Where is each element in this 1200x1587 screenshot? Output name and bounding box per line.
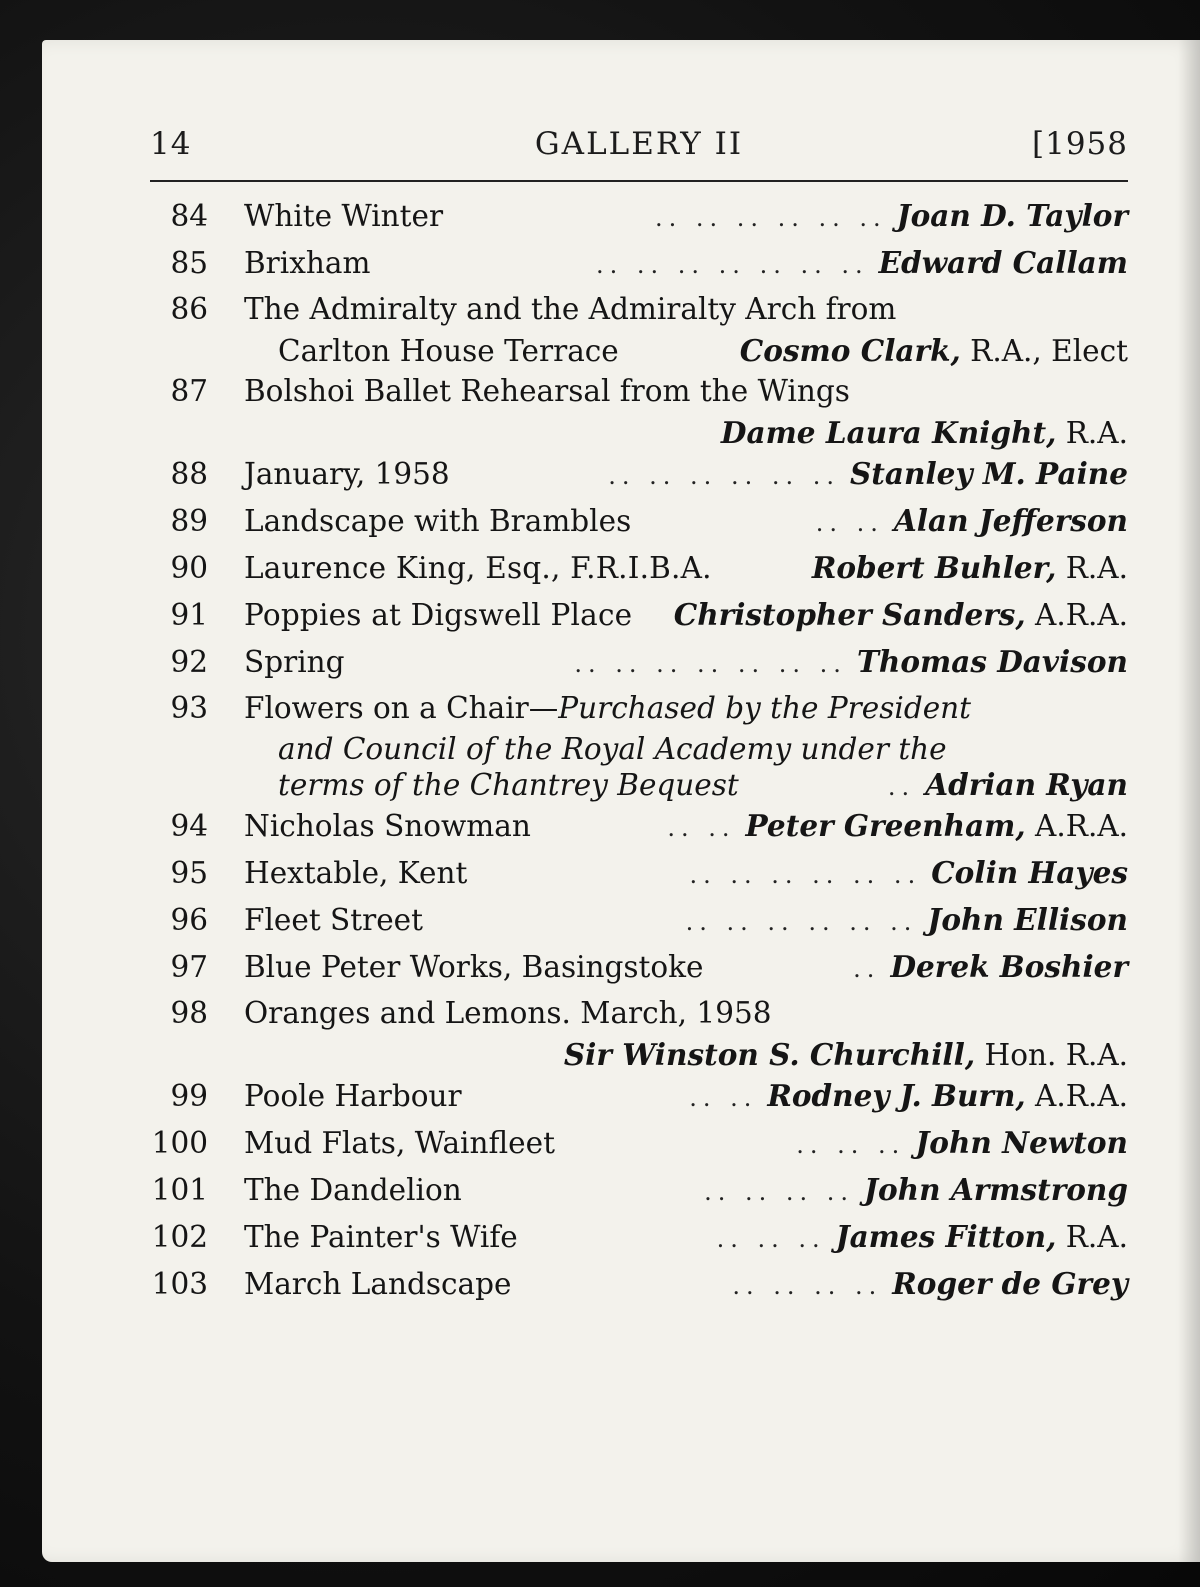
artist-name: Cosmo Clark, [739,333,961,368]
artist-name: Rodney J. Burn, [767,1078,1026,1113]
dot-leader: .. .. [667,814,736,842]
entry-number: 94 [170,809,208,843]
artist-name: Thomas Davison [856,644,1128,679]
entry-title: Nicholas Snowman [244,809,531,843]
catalogue-entry [150,1213,1128,1260]
entry-artist [850,450,1128,498]
entry-number: 102 [151,1220,208,1254]
entry-title: The Admiralty and the Admiralty Arch from [244,292,897,326]
catalogue-entry [150,544,1128,591]
artist-suffix: R.A. [1056,416,1128,450]
dot-leader: .. [853,955,881,983]
entry-note: Purchased by the President [558,691,972,725]
catalogue-year: [1958 [1032,126,1128,162]
dot-leader: .. .. .. .. .. .. [608,462,840,490]
page-spine-shadow [1178,40,1200,1562]
entry-title: Flowers on a Chair— [244,691,559,725]
artist-name: John Newton [915,1125,1128,1160]
entry-artist [897,192,1128,240]
entry-artist [740,333,1128,369]
entry-title: Oranges and Lemons. March, 1958 [244,996,772,1030]
entry-number: 88 [170,457,208,491]
catalogue-entry [150,368,1128,450]
entry-number: 93 [170,691,208,725]
dot-leader: .. .. .. .. .. .. [654,204,887,232]
entry-note: terms of the Chantrey Bequest [278,768,739,802]
artist-suffix: A.R.A. [1025,598,1128,632]
header-rule [150,180,1128,182]
entry-title: White Winter [244,199,444,233]
dot-leader: .. .. .. [796,1131,906,1159]
artist-name: Alan Jefferson [893,503,1128,538]
artist-name: Peter Greenham, [745,808,1026,843]
entry-number: 92 [170,645,208,679]
entry-title: Fleet Street [244,903,423,937]
page-number: 14 [150,126,192,162]
entry-artist [931,849,1128,897]
entry-title: January, 1958 [244,457,450,491]
entry-artist [674,591,1128,639]
dot-leader: .. .. .. [716,1225,826,1253]
artist-name: Colin Hayes [931,855,1128,890]
catalogue-entry [150,638,1128,685]
entry-artist [915,1119,1128,1167]
entry-artist [894,497,1128,545]
catalogue-entry [150,450,1128,497]
dot-leader: .. .. .. .. .. .. .. [596,251,869,279]
entry-title: Spring [244,645,345,679]
dot-leader: .. .. .. .. .. .. .. [574,650,847,678]
artist-suffix: R.A. [1056,1220,1128,1254]
artist-name: John Ellison [927,902,1128,937]
artist-name: James Fitton, [835,1219,1057,1254]
entry-artist [767,1072,1128,1120]
dot-leader: .. .. .. .. [732,1272,883,1300]
dot-leader: .. .. .. .. .. .. [689,861,922,889]
entry-title: Blue Peter Works, Basingstoke [244,950,704,984]
dot-leader: .. .. .. .. [704,1178,855,1206]
catalogue-entry [150,591,1128,638]
catalogue-list [150,192,1128,1307]
artist-suffix: Hon. R.A. [975,1038,1128,1072]
artist-name: Joan D. Taylor [896,198,1128,233]
entry-artist [890,943,1128,991]
artist-name: Stanley M. Paine [849,456,1128,491]
catalogue-entry [150,1166,1128,1213]
artist-suffix: A.R.A. [1025,809,1128,843]
catalogue-entry [150,497,1128,544]
catalogue-entry [150,1072,1128,1119]
entry-number: 89 [170,504,208,538]
gallery-title: GALLERY II [534,126,744,162]
catalogue-entry [150,239,1128,286]
catalogue-entry [150,849,1128,896]
dot-leader: .. .. .. .. .. .. [685,908,918,936]
entry-title: The Painter's Wife [244,1220,518,1254]
artist-name: John Armstrong [864,1172,1128,1207]
artist-suffix: R.A. [1056,551,1128,585]
artist-suffix: R.A., Elect [960,334,1128,368]
entry-title: The Dandelion [244,1173,462,1207]
artist-name: Derek Boshier [890,949,1128,984]
catalogue-entry [150,1260,1128,1307]
entry-title: Brixham [244,246,371,280]
entry-number: 84 [170,199,208,233]
catalogue-entry [150,1119,1128,1166]
catalogue-entry [150,990,1128,1072]
entry-artist [746,802,1128,850]
entry-artist [721,415,1128,451]
entry-artist [879,239,1128,287]
dot-leader: .. [887,773,916,801]
entry-artist [864,1166,1128,1214]
entry-artist [564,1037,1128,1073]
artist-suffix: A.R.A. [1025,1079,1128,1113]
entry-number: 91 [170,598,208,632]
catalogue-entry [150,192,1128,239]
entry-artist [857,638,1128,686]
entry-title: Poppies at Digswell Place [244,598,633,632]
entry-number: 87 [170,374,208,408]
entry-number: 100 [151,1126,208,1160]
entry-artist [812,544,1128,592]
entry-number: 99 [170,1079,208,1113]
entry-artist [927,896,1128,944]
catalogue-entry [150,896,1128,943]
catalogue-entry [150,286,1128,368]
entry-number: 90 [170,551,208,585]
artist-name: Sir Winston S. Churchill, [563,1037,976,1072]
dot-leader: .. .. [689,1084,758,1112]
entry-title: Poole Harbour [244,1079,462,1113]
artist-name: Dame Laura Knight, [720,415,1057,450]
dot-leader: .. .. [815,509,884,537]
entry-artist [892,1260,1128,1308]
artist-name: Robert Buhler, [811,550,1057,585]
artist-name: Edward Callam [878,245,1128,280]
entry-artist [836,1213,1128,1261]
entry-number: 85 [170,246,208,280]
catalogue-entry [150,802,1128,849]
entry-title-continued: Carlton House Terrace [278,334,619,368]
entry-title: Mud Flats, Wainfleet [244,1126,555,1160]
entry-title: Landscape with Brambles [244,504,632,538]
entry-number: 98 [170,996,208,1030]
entry-artist [925,767,1128,803]
entry-number: 101 [151,1173,208,1207]
artist-name: Adrian Ryan [925,767,1128,802]
entry-number: 95 [170,856,208,890]
entry-note: and Council of the Royal Academy under the [278,732,947,766]
artist-name: Christopher Sanders, [673,597,1026,632]
catalogue-entry [150,685,1128,802]
page-header [150,126,1128,170]
artist-name: Roger de Grey [892,1266,1128,1301]
entry-number: 86 [170,292,208,326]
entry-number: 96 [170,903,208,937]
entry-title: Bolshoi Ballet Rehearsal from the Wings [244,374,850,408]
entry-number: 103 [151,1267,208,1301]
entry-title: Hextable, Kent [244,856,468,890]
entry-title: March Landscape [244,1267,512,1301]
catalogue-entry [150,943,1128,990]
entry-title: Laurence King, Esq., F.R.I.B.A. [244,551,712,585]
entry-number: 97 [170,950,208,984]
